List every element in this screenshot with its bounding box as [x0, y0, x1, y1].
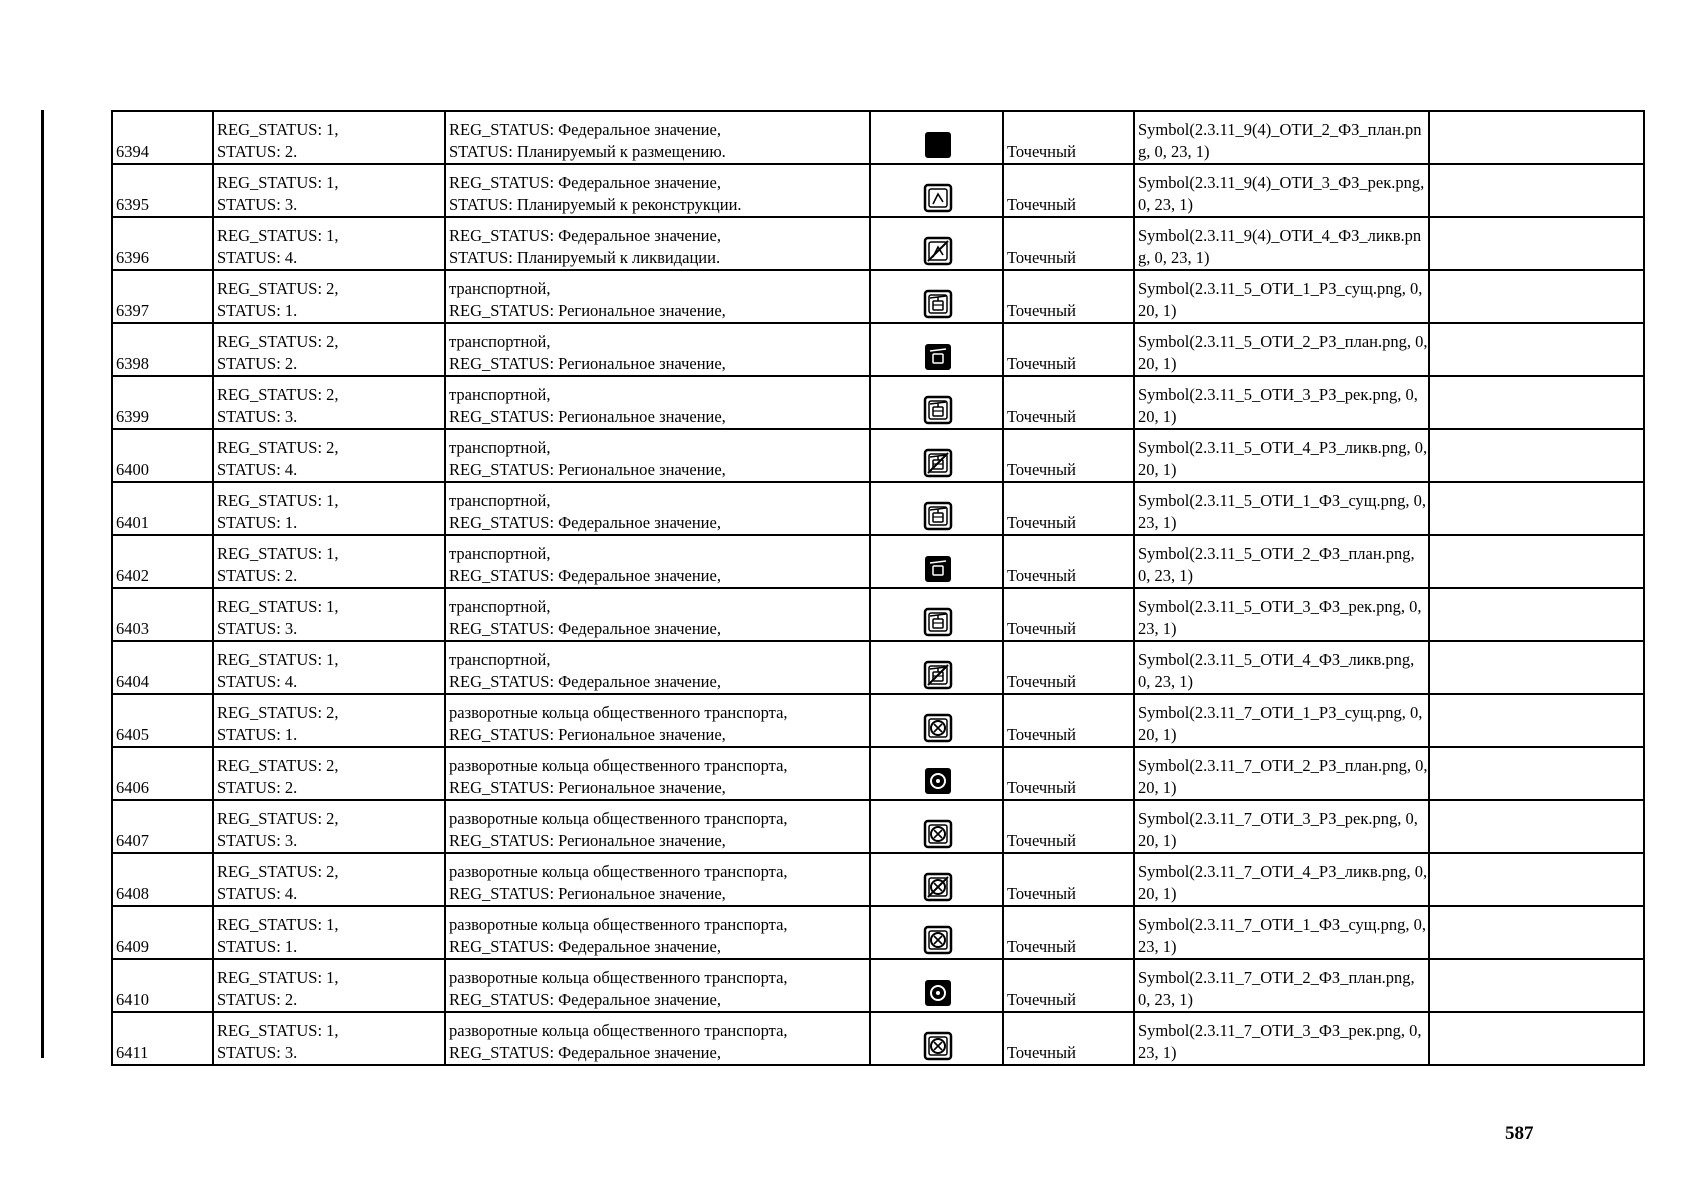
description-cell: [445, 535, 870, 588]
attribute-cell: [213, 111, 445, 164]
cable-car-icon: [920, 399, 956, 418]
attribute-line: STATUS: 3.: [217, 831, 298, 850]
description-line: транспортной,: [449, 491, 551, 510]
table-row: [112, 482, 1644, 535]
attribute-line: REG_STATUS: 2,: [217, 385, 339, 404]
attribute-cell: [213, 959, 445, 1012]
attribute-line: STATUS: 1.: [217, 301, 298, 320]
geometry-type-cell: Точечный: [1003, 535, 1134, 588]
attribute-line: REG_STATUS: 1,: [217, 226, 339, 245]
attribute-line: REG_STATUS: 1,: [217, 173, 339, 192]
description-line: разворотные кольца общественного транспорта,: [449, 809, 788, 828]
geometry-type-cell: Точечный: [1003, 111, 1134, 164]
attribute-line: STATUS: 4.: [217, 460, 298, 479]
crossed-turn-ring-icon: [920, 876, 956, 895]
symbol-cell: [870, 747, 1003, 800]
crossed-square-icon: [920, 240, 956, 259]
symbol-cell: [870, 111, 1003, 164]
description-line: разворотные кольца общественного транспорта,: [449, 1021, 788, 1040]
symbol-file-cell: Symbol(2.3.11_5_ОТИ_4_ФЗ_ликв.png, 0, 23, 1): [1134, 641, 1429, 694]
empty-cell: [1429, 747, 1644, 800]
attribute-line: REG_STATUS: 1,: [217, 544, 339, 563]
description-line: транспортной,: [449, 438, 551, 457]
table-row: [112, 959, 1644, 1012]
symbol-cell: [870, 323, 1003, 376]
attribute-line: STATUS: 2.: [217, 142, 298, 161]
description-line: REG_STATUS: Региональное значение,: [449, 725, 726, 744]
symbol-cell: [870, 641, 1003, 694]
description-line: REG_STATUS: Федеральное значение,: [449, 566, 721, 585]
description-line: транспортной,: [449, 279, 551, 298]
attribute-line: STATUS: 4.: [217, 884, 298, 903]
empty-cell: [1429, 323, 1644, 376]
description-line: STATUS: Планируемый к реконструкции.: [449, 195, 742, 214]
geometry-type-cell: Точечный: [1003, 853, 1134, 906]
empty-cell: [1429, 482, 1644, 535]
empty-cell: [1429, 270, 1644, 323]
description-line: разворотные кольца общественного транспорта,: [449, 756, 788, 775]
symbol-cell: [870, 906, 1003, 959]
table-row: [112, 641, 1644, 694]
description-line: транспортной,: [449, 385, 551, 404]
table-body: [112, 111, 1644, 1065]
attribute-line: REG_STATUS: 2,: [217, 438, 339, 457]
description-line: REG_STATUS: Федеральное значение,: [449, 1043, 721, 1062]
symbol-cell: [870, 694, 1003, 747]
symbol-cell: [870, 535, 1003, 588]
description-cell: [445, 429, 870, 482]
attribute-cell: [213, 1012, 445, 1065]
empty-cell: [1429, 853, 1644, 906]
empty-cell: [1429, 906, 1644, 959]
symbol-file-cell: Symbol(2.3.11_7_ОТИ_1_РЗ_сущ.png, 0, 20, 1): [1134, 694, 1429, 747]
symbol-file-cell: Symbol(2.3.11_5_ОТИ_1_РЗ_сущ.png, 0, 20, 1): [1134, 270, 1429, 323]
geometry-type-cell: Точечный: [1003, 376, 1134, 429]
attribute-line: STATUS: 3.: [217, 1043, 298, 1062]
table-row: [112, 1012, 1644, 1065]
attribute-cell: [213, 853, 445, 906]
attribute-line: REG_STATUS: 2,: [217, 279, 339, 298]
attribute-line: STATUS: 3.: [217, 407, 298, 426]
attribute-line: REG_STATUS: 2,: [217, 703, 339, 722]
description-cell: [445, 1012, 870, 1065]
left-margin-rule: [41, 110, 44, 1058]
geometry-type-cell: Точечный: [1003, 747, 1134, 800]
geometry-type-cell: Точечный: [1003, 164, 1134, 217]
attribute-cell: [213, 906, 445, 959]
symbol-cell: [870, 429, 1003, 482]
table-row: [112, 694, 1644, 747]
empty-cell: [1429, 1012, 1644, 1065]
symbol-file-cell: Symbol(2.3.11_7_ОТИ_1_ФЗ_сущ.png, 0, 23, 1): [1134, 906, 1429, 959]
row-id-cell: 6396: [112, 217, 213, 270]
description-cell: [445, 747, 870, 800]
geometry-type-cell: Точечный: [1003, 906, 1134, 959]
solid-cable-car-icon: [920, 558, 956, 577]
symbol-file-cell: Symbol(2.3.11_5_ОТИ_4_РЗ_ликв.png, 0, 20, 1): [1134, 429, 1429, 482]
description-cell: [445, 111, 870, 164]
description-line: REG_STATUS: Федеральное значение,: [449, 990, 721, 1009]
turn-ring-icon: [920, 1035, 956, 1054]
description-cell: [445, 323, 870, 376]
description-line: разворотные кольца общественного транспорта,: [449, 968, 788, 987]
row-id-cell: 6407: [112, 800, 213, 853]
attribute-line: STATUS: 3.: [217, 619, 298, 638]
cable-car-icon: [920, 293, 956, 312]
description-line: STATUS: Планируемый к ликвидации.: [449, 248, 721, 267]
description-line: транспортной,: [449, 650, 551, 669]
row-id-cell: 6400: [112, 429, 213, 482]
description-line: REG_STATUS: Региональное значение,: [449, 407, 726, 426]
symbol-file-cell: Symbol(2.3.11_7_ОТИ_4_РЗ_ликв.png, 0, 20, 1): [1134, 853, 1429, 906]
row-id-cell: 6399: [112, 376, 213, 429]
empty-cell: [1429, 376, 1644, 429]
attribute-line: STATUS: 2.: [217, 354, 298, 373]
geometry-type-cell: Точечный: [1003, 482, 1134, 535]
crossed-cable-car-icon: [920, 452, 956, 471]
attribute-line: REG_STATUS: 1,: [217, 968, 339, 987]
table-row: [112, 217, 1644, 270]
geometry-type-cell: Точечный: [1003, 323, 1134, 376]
row-id-cell: 6394: [112, 111, 213, 164]
symbol-cell: [870, 376, 1003, 429]
symbol-file-cell: Symbol(2.3.11_7_ОТИ_3_ФЗ_рек.png, 0, 23, 1): [1134, 1012, 1429, 1065]
table-row: [112, 588, 1644, 641]
attribute-line: STATUS: 2.: [217, 990, 298, 1009]
description-cell: [445, 641, 870, 694]
empty-cell: [1429, 694, 1644, 747]
attribute-line: STATUS: 1.: [217, 725, 298, 744]
description-line: REG_STATUS: Региональное значение,: [449, 301, 726, 320]
attribute-line: REG_STATUS: 2,: [217, 862, 339, 881]
description-line: REG_STATUS: Региональное значение,: [449, 884, 726, 903]
attribute-line: STATUS: 1.: [217, 513, 298, 532]
table-row: [112, 270, 1644, 323]
empty-cell: [1429, 111, 1644, 164]
description-cell: [445, 270, 870, 323]
attribute-line: REG_STATUS: 1,: [217, 915, 339, 934]
description-line: REG_STATUS: Федеральное значение,: [449, 120, 721, 139]
description-line: REG_STATUS: Федеральное значение,: [449, 513, 721, 532]
description-cell: [445, 906, 870, 959]
attribute-cell: [213, 164, 445, 217]
row-id-cell: 6411: [112, 1012, 213, 1065]
description-line: REG_STATUS: Федеральное значение,: [449, 937, 721, 956]
row-id-cell: 6402: [112, 535, 213, 588]
row-id-cell: 6397: [112, 270, 213, 323]
description-cell: [445, 482, 870, 535]
symbol-file-cell: Symbol(2.3.11_9(4)_ОТИ_3_ФЗ_рек.png, 0, 23, 1): [1134, 164, 1429, 217]
description-cell: [445, 694, 870, 747]
description-line: транспортной,: [449, 597, 551, 616]
attribute-line: STATUS: 4.: [217, 672, 298, 691]
symbol-cell: [870, 959, 1003, 1012]
geometry-type-cell: Точечный: [1003, 588, 1134, 641]
table-row: [112, 906, 1644, 959]
crossed-cable-car-icon: [920, 664, 956, 683]
symbol-cell: [870, 217, 1003, 270]
row-id-cell: 6408: [112, 853, 213, 906]
row-id-cell: 6398: [112, 323, 213, 376]
row-id-cell: 6409: [112, 906, 213, 959]
page-number: 587: [1505, 1123, 1534, 1144]
description-line: REG_STATUS: Федеральное значение,: [449, 226, 721, 245]
empty-cell: [1429, 641, 1644, 694]
turn-ring-icon: [920, 717, 956, 736]
row-id-cell: 6395: [112, 164, 213, 217]
geometry-type-cell: Точечный: [1003, 217, 1134, 270]
row-id-cell: 6405: [112, 694, 213, 747]
description-cell: [445, 217, 870, 270]
turn-ring-icon: [920, 823, 956, 842]
attribute-line: REG_STATUS: 2,: [217, 756, 339, 775]
solid-turn-ring-icon: [920, 770, 956, 789]
symbol-file-cell: Symbol(2.3.11_5_ОТИ_2_РЗ_план.png, 0, 20, 1): [1134, 323, 1429, 376]
empty-cell: [1429, 535, 1644, 588]
table-row: [112, 323, 1644, 376]
description-line: REG_STATUS: Региональное значение,: [449, 354, 726, 373]
attribute-cell: [213, 747, 445, 800]
symbol-file-cell: Symbol(2.3.11_9(4)_ОТИ_4_ФЗ_ликв.png, 0, 23, 1): [1134, 217, 1429, 270]
symbol-file-cell: Symbol(2.3.11_7_ОТИ_2_ФЗ_план.png, 0, 23, 1): [1134, 959, 1429, 1012]
attribute-cell: [213, 694, 445, 747]
table-row: [112, 376, 1644, 429]
symbol-cell: [870, 482, 1003, 535]
cable-car-icon: [920, 505, 956, 524]
attribute-cell: [213, 429, 445, 482]
row-id-cell: 6401: [112, 482, 213, 535]
attribute-cell: [213, 535, 445, 588]
geometry-type-cell: Точечный: [1003, 959, 1134, 1012]
attribute-line: STATUS: 4.: [217, 248, 298, 267]
description-line: разворотные кольца общественного транспорта,: [449, 862, 788, 881]
symbol-cell: [870, 1012, 1003, 1065]
turn-ring-icon: [920, 929, 956, 948]
empty-cell: [1429, 164, 1644, 217]
empty-cell: [1429, 959, 1644, 1012]
table-row: [112, 747, 1644, 800]
empty-cell: [1429, 429, 1644, 482]
row-id-cell: 6406: [112, 747, 213, 800]
attribute-line: REG_STATUS: 1,: [217, 120, 339, 139]
description-cell: [445, 800, 870, 853]
description-line: STATUS: Планируемый к размещению.: [449, 142, 726, 161]
table-row: [112, 429, 1644, 482]
table-row: [112, 853, 1644, 906]
description-cell: [445, 164, 870, 217]
symbol-cell: [870, 853, 1003, 906]
symbol-registry-table: [111, 110, 1645, 1066]
solid-cable-car-icon: [920, 346, 956, 365]
attribute-line: REG_STATUS: 2,: [217, 809, 339, 828]
geometry-type-cell: Точечный: [1003, 270, 1134, 323]
symbol-file-cell: Symbol(2.3.11_7_ОТИ_2_РЗ_план.png, 0, 20, 1): [1134, 747, 1429, 800]
attribute-cell: [213, 376, 445, 429]
symbol-cell: [870, 800, 1003, 853]
description-line: разворотные кольца общественного транспорта,: [449, 703, 788, 722]
table-row: [112, 111, 1644, 164]
solid-square-icon: [920, 134, 956, 153]
attribute-line: REG_STATUS: 1,: [217, 650, 339, 669]
attribute-cell: [213, 217, 445, 270]
symbol-cell: [870, 164, 1003, 217]
table-row: [112, 800, 1644, 853]
empty-cell: [1429, 217, 1644, 270]
description-line: транспортной,: [449, 544, 551, 563]
geometry-type-cell: Точечный: [1003, 800, 1134, 853]
symbol-cell: [870, 588, 1003, 641]
row-id-cell: 6410: [112, 959, 213, 1012]
symbol-file-cell: Symbol(2.3.11_5_ОТИ_2_ФЗ_план.png, 0, 23, 1): [1134, 535, 1429, 588]
attribute-cell: [213, 323, 445, 376]
row-id-cell: 6403: [112, 588, 213, 641]
row-id-cell: 6404: [112, 641, 213, 694]
attribute-cell: [213, 270, 445, 323]
cable-car-icon: [920, 611, 956, 630]
symbol-file-cell: Symbol(2.3.11_9(4)_ОТИ_2_ФЗ_план.png, 0, 23, 1): [1134, 111, 1429, 164]
attribute-cell: [213, 800, 445, 853]
description-cell: [445, 959, 870, 1012]
solid-turn-ring-icon: [920, 982, 956, 1001]
symbol-file-cell: Symbol(2.3.11_5_ОТИ_3_ФЗ_рек.png, 0, 23, 1): [1134, 588, 1429, 641]
geometry-type-cell: Точечный: [1003, 1012, 1134, 1065]
geometry-type-cell: Точечный: [1003, 694, 1134, 747]
description-line: REG_STATUS: Региональное значение,: [449, 831, 726, 850]
attribute-line: STATUS: 2.: [217, 566, 298, 585]
description-cell: [445, 588, 870, 641]
attribute-cell: [213, 482, 445, 535]
symbol-file-cell: Symbol(2.3.11_7_ОТИ_3_РЗ_рек.png, 0, 20, 1): [1134, 800, 1429, 853]
table-row: [112, 164, 1644, 217]
description-line: транспортной,: [449, 332, 551, 351]
attribute-line: REG_STATUS: 1,: [217, 491, 339, 510]
empty-cell: [1429, 588, 1644, 641]
symbol-file-cell: Symbol(2.3.11_5_ОТИ_1_ФЗ_сущ.png, 0, 23, 1): [1134, 482, 1429, 535]
table-row: [112, 535, 1644, 588]
description-line: REG_STATUS: Региональное значение,: [449, 778, 726, 797]
description-line: REG_STATUS: Региональное значение,: [449, 460, 726, 479]
description-cell: [445, 376, 870, 429]
attribute-line: REG_STATUS: 1,: [217, 1021, 339, 1040]
attribute-line: STATUS: 2.: [217, 778, 298, 797]
attribute-line: REG_STATUS: 2,: [217, 332, 339, 351]
symbol-file-cell: Symbol(2.3.11_5_ОТИ_3_РЗ_рек.png, 0, 20, 1): [1134, 376, 1429, 429]
geometry-type-cell: Точечный: [1003, 641, 1134, 694]
description-line: REG_STATUS: Федеральное значение,: [449, 619, 721, 638]
attribute-cell: [213, 588, 445, 641]
attribute-line: STATUS: 3.: [217, 195, 298, 214]
attribute-line: STATUS: 1.: [217, 937, 298, 956]
description-line: REG_STATUS: Федеральное значение,: [449, 672, 721, 691]
attribute-line: REG_STATUS: 1,: [217, 597, 339, 616]
symbol-cell: [870, 270, 1003, 323]
geometry-type-cell: Точечный: [1003, 429, 1134, 482]
description-line: REG_STATUS: Федеральное значение,: [449, 173, 721, 192]
description-cell: [445, 853, 870, 906]
outline-square-icon: [920, 187, 956, 206]
description-line: разворотные кольца общественного транспорта,: [449, 915, 788, 934]
attribute-cell: [213, 641, 445, 694]
empty-cell: [1429, 800, 1644, 853]
